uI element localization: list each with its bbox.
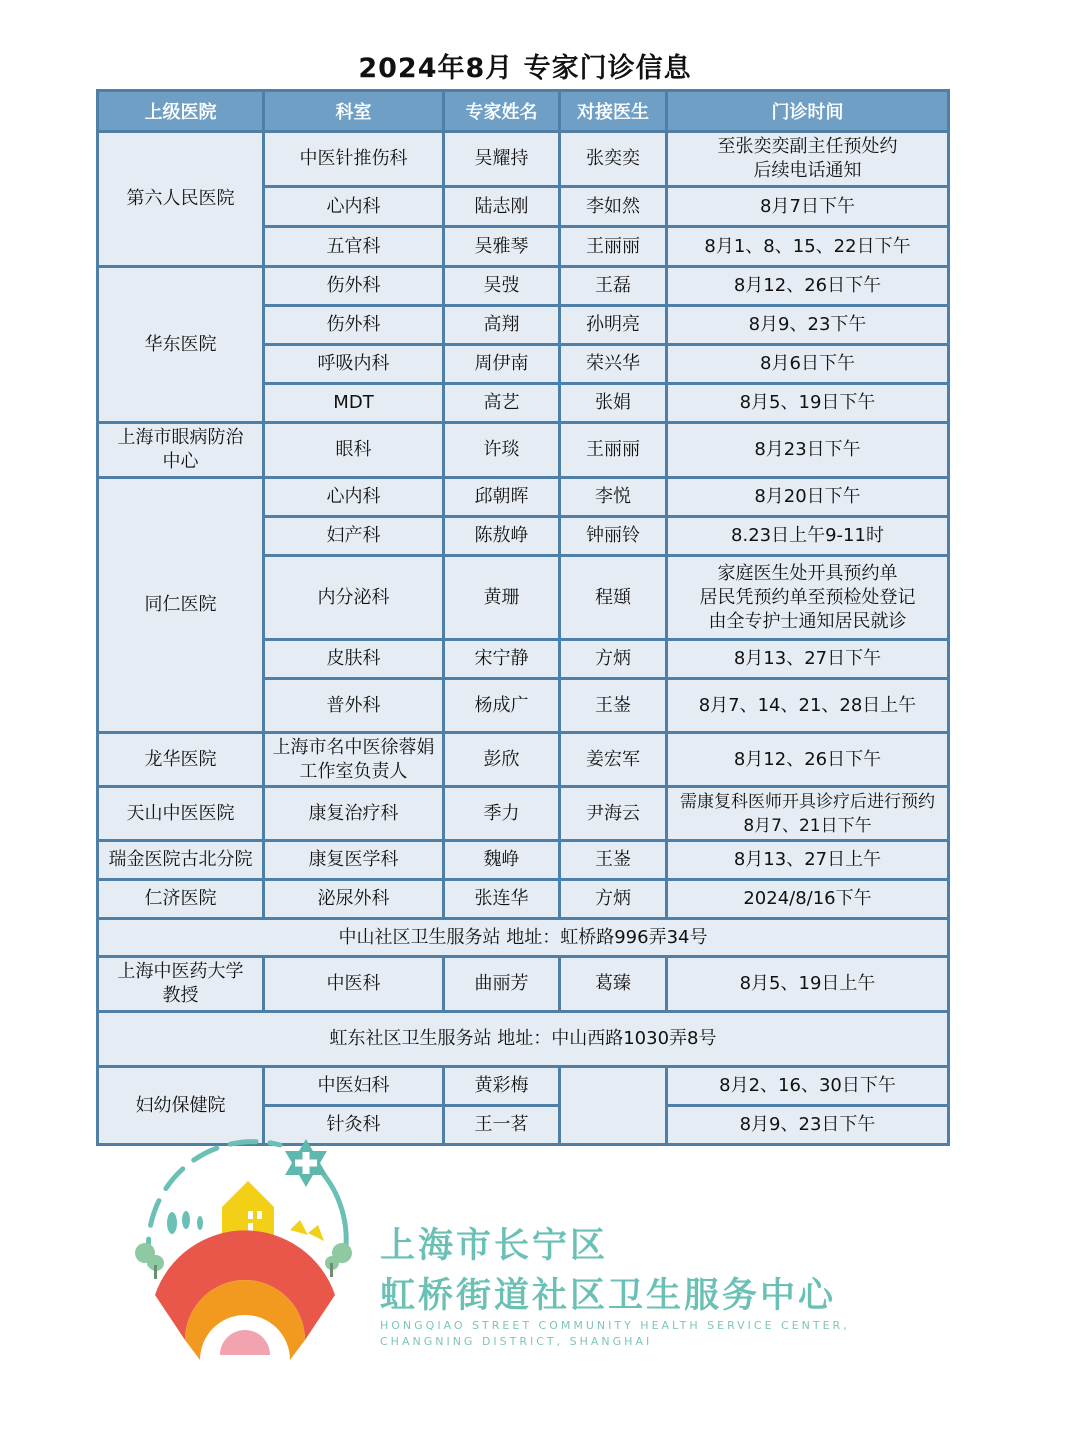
time-cell: 8月13、27日上午 bbox=[667, 841, 949, 880]
doctor-cell: 尹海云 bbox=[560, 787, 667, 841]
dept-cell: 妇产科 bbox=[264, 517, 444, 556]
table-row bbox=[98, 267, 949, 306]
dept-cell: 皮肤科 bbox=[264, 640, 444, 679]
expert-cell: 高艺 bbox=[444, 384, 560, 423]
hospital-cell: 仁济医院 bbox=[98, 880, 264, 919]
doctor-cell: 姜宏军 bbox=[560, 733, 667, 787]
dept-cell: 中医科 bbox=[264, 957, 444, 1012]
doctor-cell: 方炳 bbox=[560, 640, 667, 679]
station-cell: 中山社区卫生服务站 地址：虹桥路996弄34号 bbox=[98, 919, 949, 957]
house-icon bbox=[222, 1181, 274, 1237]
dept-cell: 心内科 bbox=[264, 187, 444, 227]
time-cell: 2024/8/16下午 bbox=[667, 880, 949, 919]
hospital-cell: 瑞金医院古北分院 bbox=[98, 841, 264, 880]
table-row bbox=[98, 132, 949, 187]
time-cell: 8月20日下午 bbox=[667, 478, 949, 517]
doctor-cell: 方炳 bbox=[560, 880, 667, 919]
doctor-cell: 张奕奕 bbox=[560, 132, 667, 187]
dept-cell: 伤外科 bbox=[264, 267, 444, 306]
expert-cell: 杨成广 bbox=[444, 679, 560, 733]
time-cell: 8月23日下午 bbox=[667, 423, 949, 478]
dept-cell: 泌尿外科 bbox=[264, 880, 444, 919]
header-department: 科室 bbox=[264, 91, 444, 132]
table-row bbox=[98, 733, 949, 787]
expert-cell: 魏峥 bbox=[444, 841, 560, 880]
expert-cell: 陈敖峥 bbox=[444, 517, 560, 556]
expert-cell: 吴雅琴 bbox=[444, 227, 560, 267]
hospital-cell: 上海中医药大学 教授 bbox=[98, 957, 264, 1012]
dept-cell: 心内科 bbox=[264, 478, 444, 517]
dept-cell: 五官科 bbox=[264, 227, 444, 267]
dept-cell: 呼吸内科 bbox=[264, 345, 444, 384]
hospital-cell: 第六人民医院 bbox=[98, 132, 264, 267]
table-row bbox=[98, 841, 949, 880]
doctor-cell: 王丽丽 bbox=[560, 423, 667, 478]
hospital-cell: 天山中医医院 bbox=[98, 787, 264, 841]
station-row bbox=[98, 1012, 949, 1067]
table-row bbox=[98, 880, 949, 919]
page-title: 2024年8月 专家门诊信息 bbox=[358, 53, 692, 84]
time-cell: 家庭医生处开具预约单 居民凭预约单至预检处登记 由全专护士通知居民就诊 bbox=[667, 556, 949, 640]
dept-cell: 内分泌科 bbox=[264, 556, 444, 640]
time-cell: 8月12、26日下午 bbox=[667, 267, 949, 306]
hospital-cell: 妇幼保健院 bbox=[98, 1067, 264, 1145]
medical-cross-icon bbox=[285, 1139, 327, 1187]
time-cell: 至张奕奕副主任预处约 后续电话通知 bbox=[667, 132, 949, 187]
time-cell: 8月9、23下午 bbox=[667, 306, 949, 345]
time-cell: 8月1、8、15、22日下午 bbox=[667, 227, 949, 267]
doctor-cell: 王丽丽 bbox=[560, 227, 667, 267]
header-doctor: 对接医生 bbox=[560, 91, 667, 132]
expert-cell: 张连华 bbox=[444, 880, 560, 919]
doctor-cell: 李如然 bbox=[560, 187, 667, 227]
table-header-row bbox=[98, 91, 949, 132]
expert-cell: 王一茗 bbox=[444, 1106, 560, 1145]
org-english-line2: CHANGNING DISTRICT, SHANGHAI bbox=[380, 1335, 653, 1348]
dept-cell: 普外科 bbox=[264, 679, 444, 733]
station-row bbox=[98, 919, 949, 957]
table-row bbox=[98, 957, 949, 1012]
dept-cell: 针灸科 bbox=[264, 1106, 444, 1145]
doctor-cell: 王崟 bbox=[560, 841, 667, 880]
doctor-cell: 程頲 bbox=[560, 556, 667, 640]
time-cell: 8月5、19日上午 bbox=[667, 957, 949, 1012]
expert-cell: 许琰 bbox=[444, 423, 560, 478]
table-row bbox=[98, 787, 949, 841]
expert-cell: 黄彩梅 bbox=[444, 1067, 560, 1106]
expert-cell: 吴耀持 bbox=[444, 132, 560, 187]
time-cell: 8月5、19日下午 bbox=[667, 384, 949, 423]
dept-cell: 康复医学科 bbox=[264, 841, 444, 880]
doctor-cell: 李悦 bbox=[560, 478, 667, 517]
time-cell: 8月7、14、21、28日上午 bbox=[667, 679, 949, 733]
header-expert: 专家姓名 bbox=[444, 91, 560, 132]
doctor-cell: 荣兴华 bbox=[560, 345, 667, 384]
dept-cell: 康复治疗科 bbox=[264, 787, 444, 841]
time-cell: 需康复科医师开具诊疗后进行预约 8月7、21日下午 bbox=[667, 787, 949, 841]
hospital-cell: 华东医院 bbox=[98, 267, 264, 423]
expert-cell: 彭欣 bbox=[444, 733, 560, 787]
time-cell: 8月7日下午 bbox=[667, 187, 949, 227]
hospital-cell: 上海市眼病防治 中心 bbox=[98, 423, 264, 478]
table-row bbox=[98, 423, 949, 478]
station-cell: 虹东社区卫生服务站 地址：中山西路1030弄8号 bbox=[98, 1012, 949, 1067]
dept-cell: 上海市名中医徐蓉娟 工作室负责人 bbox=[264, 733, 444, 787]
hospital-cell: 龙华医院 bbox=[98, 733, 264, 787]
time-cell: 8月9、23日下午 bbox=[667, 1106, 949, 1145]
clinic-schedule-table bbox=[96, 89, 950, 1146]
org-name-line2: 虹桥街道社区卫生服务中心 bbox=[380, 1276, 837, 1316]
expert-cell: 曲丽芳 bbox=[444, 957, 560, 1012]
time-cell: 8月6日下午 bbox=[667, 345, 949, 384]
hospital-cell: 同仁医院 bbox=[98, 478, 264, 733]
table-row bbox=[98, 478, 949, 517]
doctor-cell: 钟丽铃 bbox=[560, 517, 667, 556]
time-cell: 8月12、26日下午 bbox=[667, 733, 949, 787]
expert-cell: 邱朝晖 bbox=[444, 478, 560, 517]
time-cell: 8月2、16、30日下午 bbox=[667, 1067, 949, 1106]
doctor-cell: 王崟 bbox=[560, 679, 667, 733]
dept-cell: 伤外科 bbox=[264, 306, 444, 345]
expert-cell: 吴弢 bbox=[444, 267, 560, 306]
expert-cell: 季力 bbox=[444, 787, 560, 841]
dept-cell: 中医针推伤科 bbox=[264, 132, 444, 187]
dept-cell: 眼科 bbox=[264, 423, 444, 478]
doctor-cell: 王磊 bbox=[560, 267, 667, 306]
doctor-cell: 张娟 bbox=[560, 384, 667, 423]
dept-cell: MDT bbox=[264, 384, 444, 423]
dept-cell: 中医妇科 bbox=[264, 1067, 444, 1106]
org-english-line1: HONGQIAO STREET COMMUNITY HEALTH SERVICE CENTER, bbox=[380, 1319, 850, 1332]
doctor-cell: 孙明亮 bbox=[560, 306, 667, 345]
org-name-line1: 上海市长宁区 bbox=[380, 1226, 609, 1266]
time-cell: 8月13、27日下午 bbox=[667, 640, 949, 679]
time-cell: 8.23日上午9-11时 bbox=[667, 517, 949, 556]
table-row bbox=[98, 1067, 949, 1106]
expert-cell: 宋宁静 bbox=[444, 640, 560, 679]
header-hospital: 上级医院 bbox=[98, 91, 264, 132]
expert-cell: 高翔 bbox=[444, 306, 560, 345]
header-time: 门诊时间 bbox=[667, 91, 949, 132]
doctor-cell: 葛臻 bbox=[560, 957, 667, 1012]
sunrise-arc-logo bbox=[130, 1125, 370, 1360]
expert-cell: 陆志刚 bbox=[444, 187, 560, 227]
expert-cell: 周伊南 bbox=[444, 345, 560, 384]
doctor-cell bbox=[560, 1067, 667, 1145]
expert-cell: 黄珊 bbox=[444, 556, 560, 640]
